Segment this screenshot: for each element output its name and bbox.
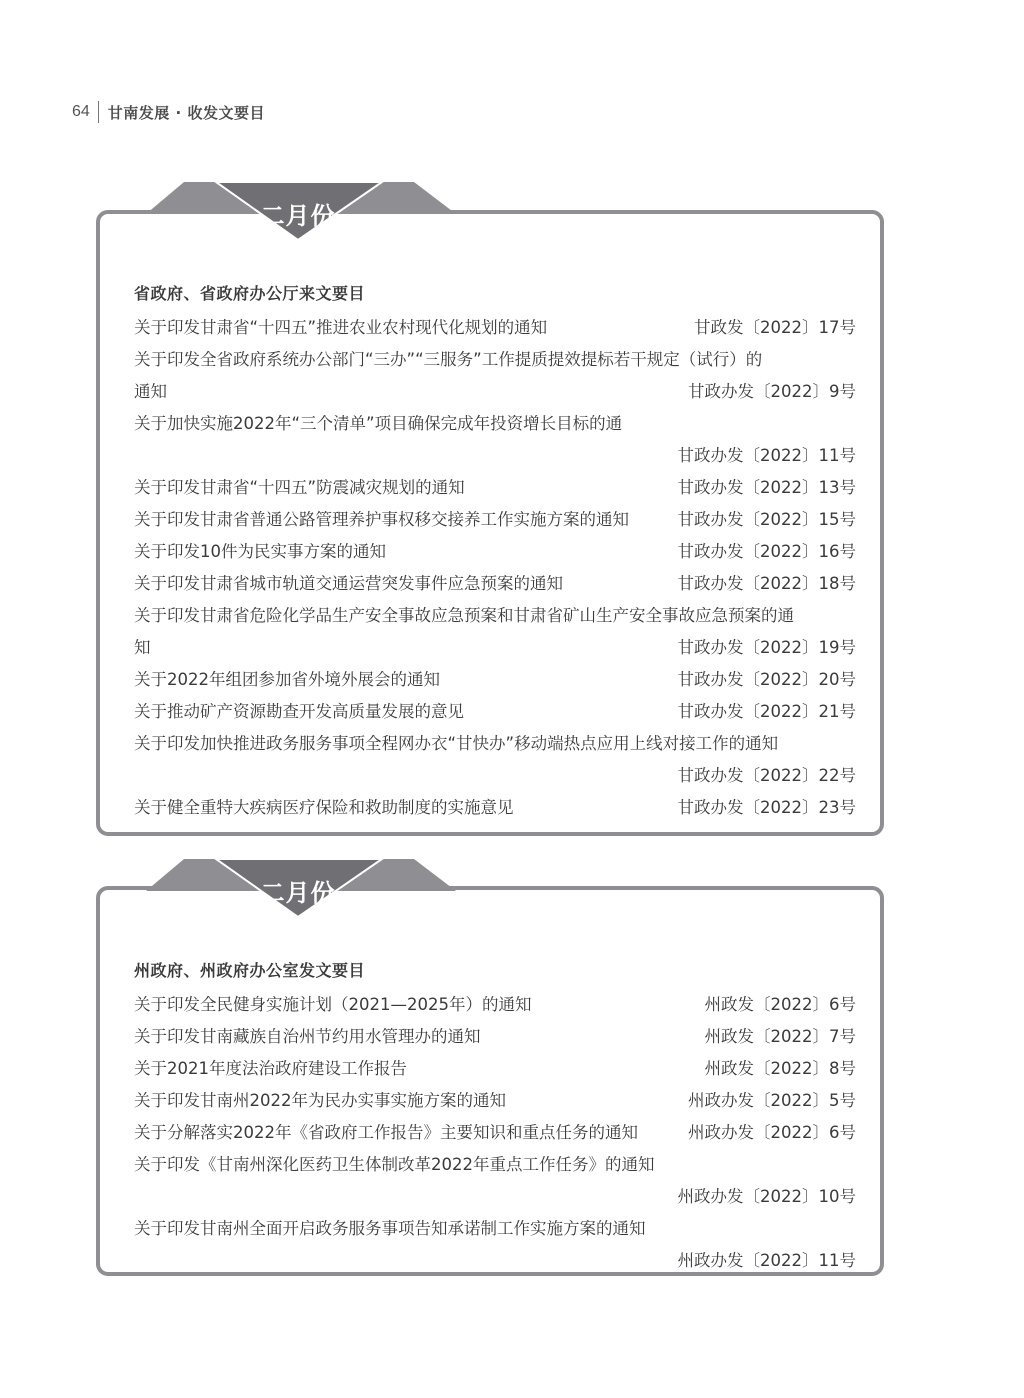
document-title: 关于印发甘南州全面开启政务服务事项告知承诺制工作实施方案的通知 xyxy=(134,1219,646,1238)
list-item xyxy=(134,1088,856,1114)
list-item xyxy=(134,1152,856,1178)
document-title: 关于印发《甘南州深化医药卫生体制改革2022年重点工作任务》的通知 xyxy=(134,1155,655,1174)
running-head xyxy=(72,99,265,125)
document-number: 甘政办发〔2022〕22号 xyxy=(677,766,856,785)
document-number: 甘政办发〔2022〕21号 xyxy=(677,702,856,721)
list-item xyxy=(134,1024,856,1050)
document-title: 关于印发甘肃省“十四五”防震减灾规划的通知 xyxy=(134,478,465,497)
document-title: 关于印发全民健身实施计划（2021—2025年）的通知 xyxy=(134,995,532,1014)
document-title: 关于推动矿产资源勘查开发高质量发展的意见 xyxy=(134,702,464,721)
document-title: 通知 xyxy=(134,382,167,401)
document-title: 关于印发全省政府系统办公部门“三办”“三服务”工作提质提效提标若干规定（试行）的 xyxy=(134,350,763,369)
list-item xyxy=(134,699,856,725)
list-item xyxy=(134,1216,856,1242)
document-title: 关于印发甘肃省危险化学品生产安全事故应急预案和甘肃省矿山生产安全事故应急预案的通 xyxy=(134,606,794,625)
list-item xyxy=(134,507,856,533)
document-title: 关于印发甘肃省普通公路管理养护事权移交接养工作实施方案的通知 xyxy=(134,510,629,529)
list-item xyxy=(134,571,856,597)
list-item xyxy=(134,379,856,405)
document-number: 甘政办发〔2022〕20号 xyxy=(677,670,856,689)
document-number: 甘政办发〔2022〕23号 xyxy=(677,798,856,817)
document-number: 甘政办发〔2022〕11号 xyxy=(677,446,856,465)
list-item xyxy=(134,1120,856,1146)
document-number: 州政办发〔2022〕5号 xyxy=(688,1091,856,1110)
document-number: 州政发〔2022〕7号 xyxy=(704,1027,856,1046)
month-tab-label: 二月份 xyxy=(260,201,336,230)
document-title: 关于印发甘肃省“十四五”推进农业农村现代化规划的通知 xyxy=(134,318,548,337)
list-item xyxy=(134,443,856,469)
section-heading: 州政府、州政府办公室发文要目 xyxy=(134,961,366,980)
document-number: 州政发〔2022〕6号 xyxy=(704,995,856,1014)
document-number: 州政办发〔2022〕6号 xyxy=(688,1123,856,1142)
document-title: 关于印发甘南藏族自治州节约用水管理办的通知 xyxy=(134,1027,481,1046)
document-number: 甘政办发〔2022〕9号 xyxy=(688,382,856,401)
document-title: 关于2022年组团参加省外境外展会的通知 xyxy=(134,670,440,689)
list-item xyxy=(134,731,856,757)
list-item xyxy=(134,1248,856,1274)
document-title: 关于印发甘肃省城市轨道交通运营突发事件应急预案的通知 xyxy=(134,574,563,593)
list-item xyxy=(134,1184,856,1210)
document-title: 关于健全重特大疾病医疗保险和救助制度的实施意见 xyxy=(134,798,514,817)
month-tab-label: 二月份 xyxy=(260,878,336,907)
page-number: 64 xyxy=(72,103,90,120)
list-item xyxy=(134,667,856,693)
document-number: 州政办发〔2022〕10号 xyxy=(677,1187,856,1206)
list-item xyxy=(134,795,856,821)
list-item xyxy=(134,315,856,341)
running-head-title: 甘南发展 · 收发文要目 xyxy=(107,103,265,122)
list-item xyxy=(134,635,856,661)
document-number: 甘政办发〔2022〕13号 xyxy=(677,478,856,497)
document-title: 关于分解落实2022年《省政府工作报告》主要知识和重点任务的通知 xyxy=(134,1123,638,1142)
list-item xyxy=(134,763,856,789)
list-item xyxy=(134,411,856,437)
document-title: 知 xyxy=(134,638,151,657)
document-number: 甘政办发〔2022〕18号 xyxy=(677,574,856,593)
list-item xyxy=(134,992,856,1018)
document-number: 州政发〔2022〕8号 xyxy=(704,1059,856,1078)
list-item xyxy=(134,347,856,373)
list-item xyxy=(134,1056,856,1082)
document-number: 甘政办发〔2022〕15号 xyxy=(677,510,856,529)
document-title: 关于2021年度法治政府建设工作报告 xyxy=(134,1059,407,1078)
section-heading: 省政府、省政府办公厅来文要目 xyxy=(134,284,366,303)
list-item xyxy=(134,539,856,565)
list-item xyxy=(134,603,856,629)
document-title: 关于印发甘南州2022年为民办实事实施方案的通知 xyxy=(134,1091,506,1110)
document-number: 甘政办发〔2022〕16号 xyxy=(677,542,856,561)
list-item xyxy=(134,475,856,501)
document-title: 关于加快实施2022年“三个清单”项目确保完成年投资增长目标的通 xyxy=(134,414,623,433)
document-number: 甘政办发〔2022〕19号 xyxy=(677,638,856,657)
document-title: 关于印发10件为民实事方案的通知 xyxy=(134,542,386,561)
document-number: 甘政发〔2022〕17号 xyxy=(694,318,856,337)
document-title: 关于印发加快推进政务服务事项全程网办衣“甘快办”移动端热点应用上线对接工作的通知 xyxy=(134,734,779,753)
header-divider xyxy=(98,101,99,123)
document-number: 州政办发〔2022〕11号 xyxy=(677,1251,856,1270)
